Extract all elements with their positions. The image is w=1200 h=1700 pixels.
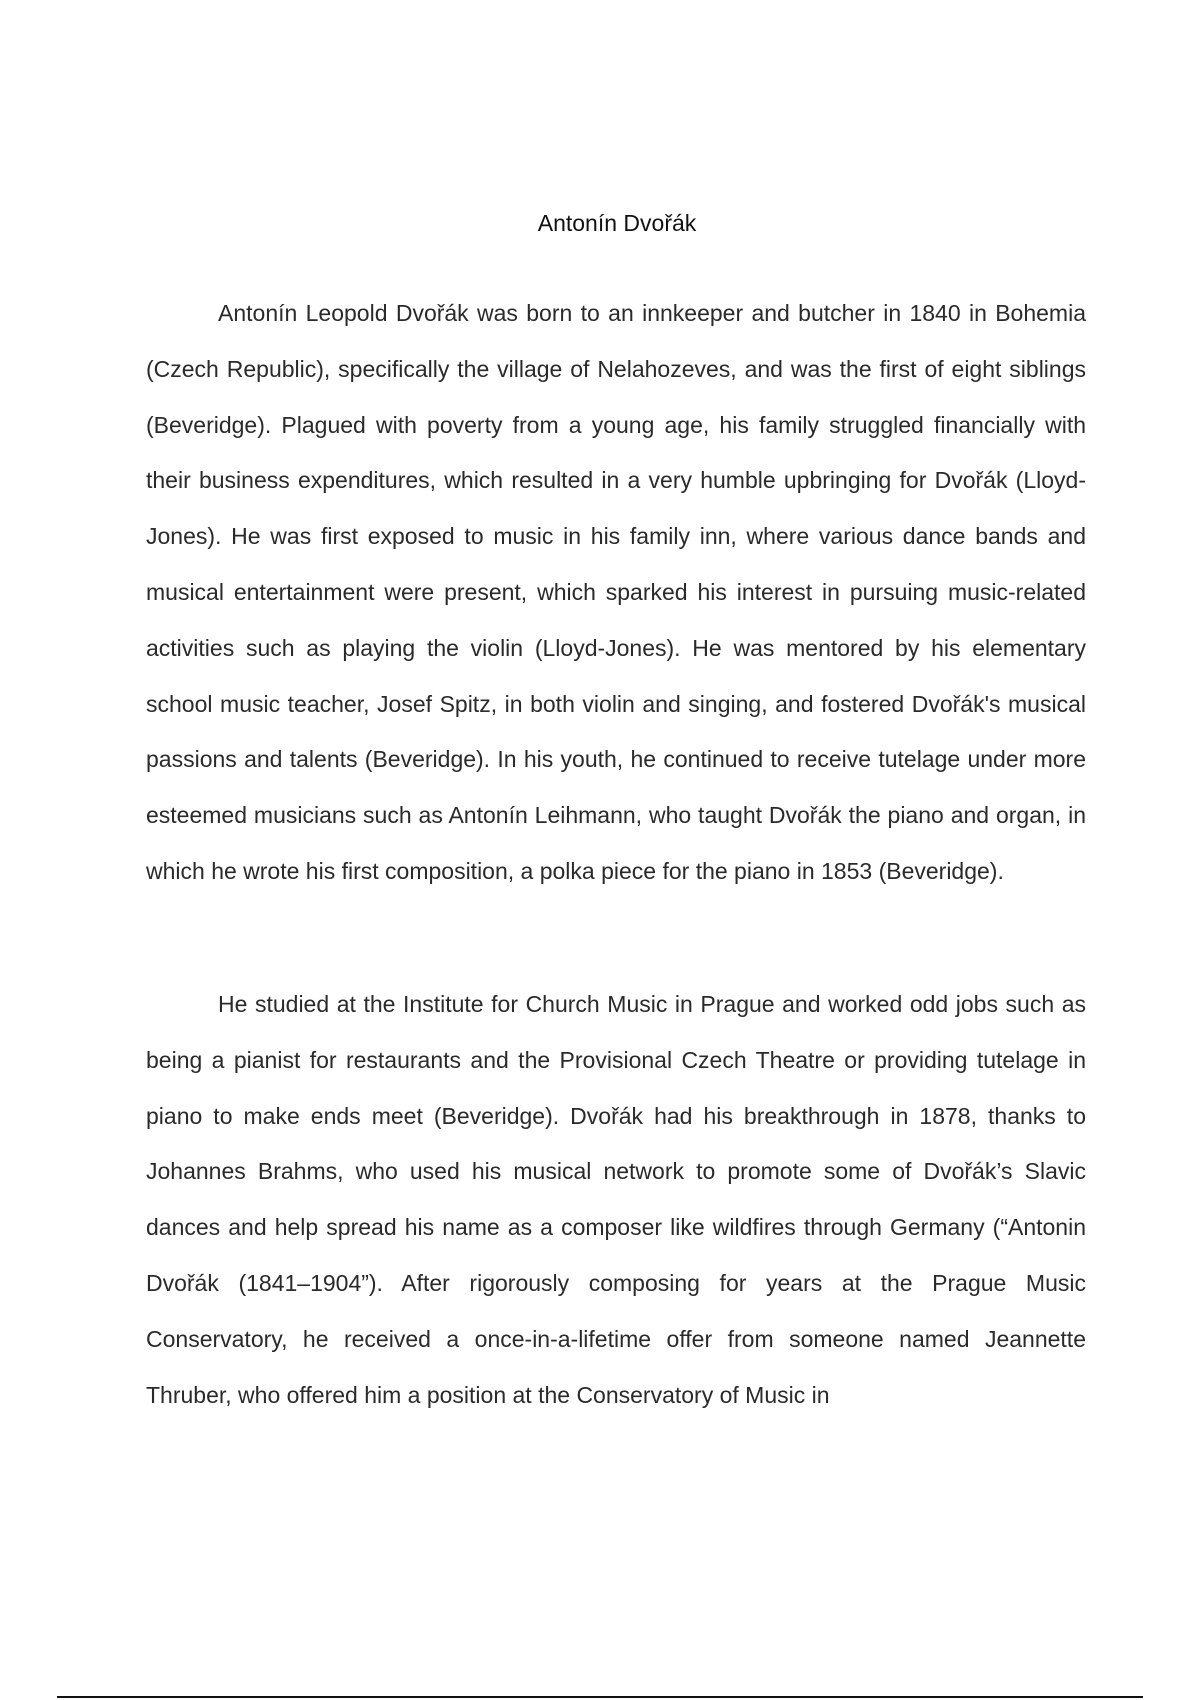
page-bottom-rule [57,1696,1143,1698]
paragraph-1: Antonín Leopold Dvořák was born to an innkeeper and butcher in 1840 in Bohemia (Czech Republic), specifically the village of Nelahozeves, and was the first of eight siblings (Beveridge). Plagued with poverty from a young age, his family struggled financially with their business expenditures, which resulted in a very humble upbringing for Dvořák (Lloyd-Jones). He was first exposed to music in his family inn, where various dance bands and musical entertainment were present, which sparked his interest in pursuing music-related activities such as playing the violin (Lloyd-Jones). He was mentored by his elementary school music teacher, Josef Spitz, in both violin and singing, and fostered Dvořák's musical passions and talents (Beveridge). In his youth, he continued to receive tutelage under more esteemed musicians such as Antonín Leihmann, who taught Dvořák the piano and organ, in which he wrote his first composition, a polka piece for the piano in 1853 (Beveridge). [146,300,1086,884]
document-title: Antonín Dvořák [537,210,697,236]
paragraph-2: He studied at the Institute for Church Music in Prague and worked odd jobs such as being a pianist for restaurants and the Provisional Czech Theatre or providing tutelage in piano to make ends meet (Beveridge). Dvořák had his breakthrough in 1878, thanks to Johannes Brahms, who used his musical network to promote some of Dvořák’s Slavic dances and help spread his name as a composer like wildfires through Germany (“Antonin Dvořák (1841–1904”). After rigorously composing for years at the Prague Music Conservatory, he received a once-in-a-lifetime offer from someone named Jeannette Thruber, who offered him a position at the Conservatory of Music in [146,991,1086,1408]
